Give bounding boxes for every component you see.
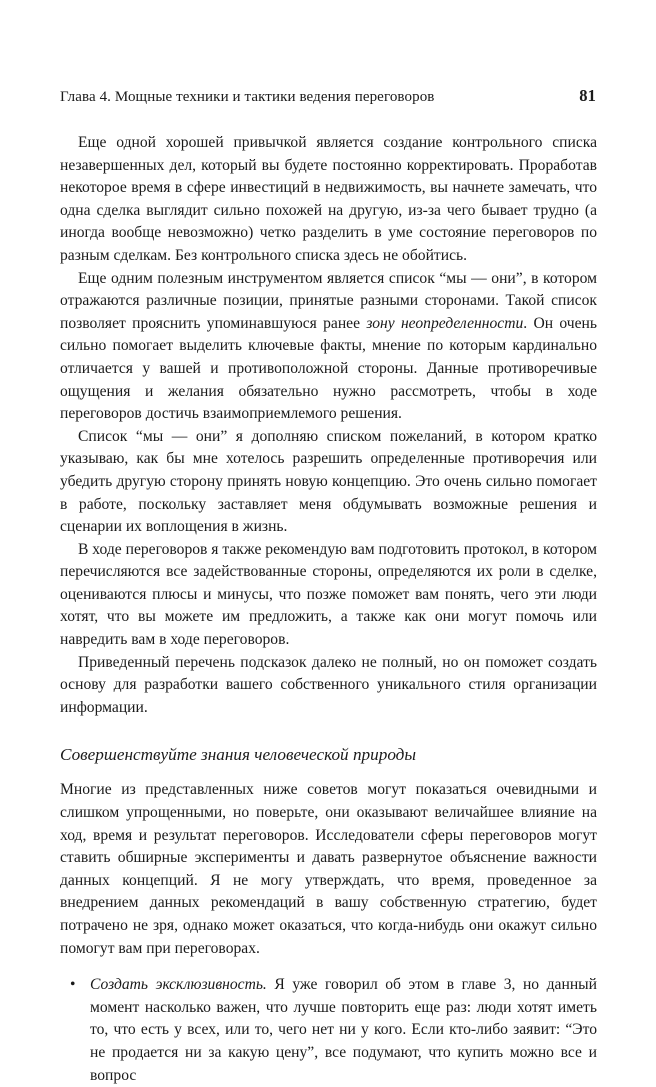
paragraph: Еще одной хорошей привычкой является создание контрольного списка незавершенных дел, который вы будете постоянно корректировать. Проработав некоторое время в сфере инвестиций в недвижимость, вы начнете замечать, что одна сделка выглядит сильно похожей на другую, из-за чего бывает трудно (а иногда вообще невозможно) четко разделить в уме состояние переговоров по разным сделкам. Без контрольного списка здесь не обойтись. <box>60 134 597 264</box>
bullet-icon: • <box>70 976 76 994</box>
bullet-text: Я уже говорил об этом в главе 3, но данный момент насколько важен, что лучше повторить еще раз: люди хотят иметь то, что есть у всех, или то, чего нет ни у кого. Если кто-либо заявит: “Это не продается ни за какую цену”, все подумают, что купить можно все и вопрос <box>90 976 597 1084</box>
paragraph: В ходе переговоров я также рекомендую вам подготовить протокол, в котором перечисляются все задействованные стороны, определяются их роли в сделке, оцениваются плюсы и минусы, что позже поможет вам понять, чего эти люди хотят, что вы можете им предложить, а также как они могут помочь или навредить вам в ходе переговоров. <box>60 540 597 649</box>
running-head <box>60 86 596 106</box>
paragraph <box>60 268 597 426</box>
bullet-list <box>60 974 597 1087</box>
chapter-title: Глава 4. Мощные техники и тактики ведения переговоров <box>60 89 435 105</box>
list-item <box>60 974 597 1087</box>
paragraph-text: . Он очень сильно помогает выделить ключевые факты, мнение по которым кардинально отличается у вашей и противоположной стороны. Данные противоречивые ощущения и желания обязательно нужно рассмотреть, чтобы в ходе переговоров достичь взаимоприемлемого решения. <box>60 314 598 423</box>
emphasis-term: зону неопределенности <box>366 314 524 332</box>
paragraph-text: Еще одним полезным инструментом является список “мы — они”, в котором отражаются различные позиции, принятые разными сторонами. Такой список позволяет прояснить упоминавшуюся ранее <box>60 269 597 332</box>
section-heading: Совершенствуйте знания человеческой природы <box>60 745 417 765</box>
paragraph: Приведенный перечень подсказок далеко не полный, но он поможет создать основу для разработки вашего собственного уникального стиля организации информации. <box>60 653 597 716</box>
section-intro: Многие из представленных ниже советов могут показаться очевидными и слишком упрощенными, но поверьте, они оказывают величайшее влияние на ход, время и результат переговоров. Исследователи сферы переговоров могут ставить обширные эксперименты и давать развернутое объяснение важности данных концепций. Я не могу утверждать, что время, проведенное за внедрением данных рекомендаций в вашу собственную стратегию, будет потрачено не зря, однако может оказаться, что когда-нибудь они окажут сильно помогут вам при переговорах. <box>60 781 597 957</box>
body-text <box>60 132 597 1087</box>
page-number: 81 <box>579 86 596 105</box>
bullet-title: Создать эксклюзивность. <box>90 976 267 994</box>
paragraph: Список “мы — они” я дополняю списком пожеланий, в котором кратко указываю, как бы мне хотелось разрешить определенные противоречия или убедить другую сторону принять новую концепцию. Это очень сильно помогает в работе, поскольку заставляет меня обдумывать возможные решения и сценарии их воплощения в жизнь. <box>60 427 597 536</box>
